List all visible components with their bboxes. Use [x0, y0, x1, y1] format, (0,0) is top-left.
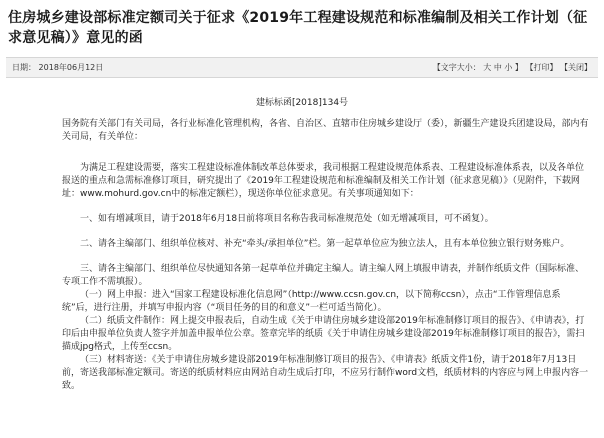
paragraph-intro: 为满足工程建设需要，落实工程建设标准体制改革总体要求，我司根据工程建设规范体系表、工程建设标准体系表，以及各单位报送的重点和急需标准修订项目，研究提出了《2019年工程建设规范和标准编制及相关工作计划（征求意见稿）》（见附件，下载网址：www.mohurd.gov.cn中的标准定额栏），现送你单位征求意见。有关事项通知如下： [62, 163, 585, 199]
date-value: 2018年06月12日 [38, 63, 104, 72]
document-number: 建标标函[2018]134号 [255, 98, 349, 108]
paragraph-item-3-1: （一）网上申报：进入“国家工程建设标准化信息网”（http://www.ccsn.gov.cn，以下简称ccsn），点击“工作管理信息系统”后，进行注册，并填写申报内容（“项目任务的目的和意义”一栏可适当简化）。 [62, 290, 561, 313]
font-medium-link[interactable]: 中 [493, 63, 502, 72]
date-label: 日期： [12, 63, 36, 72]
page-title: 住房城乡建设部标准定额司关于征求《2019年工程建设规范和标准编制及相关工作计划（征求意见稿）》意见的函 [8, 10, 588, 46]
addressee: 国务院有关部门有关司局，各行业标准化管理机构，各省、自治区、直辖市住房城乡建设厅（委），新疆生产建设兵团建设局，部内有关司局，有关单位： [62, 119, 589, 142]
font-size-close: 】 [514, 63, 523, 72]
close-link[interactable]: 【关闭】 [560, 63, 592, 72]
paragraph-item-1: 一、如有增减项目，请于2018年6月18日前将项目名称告我司标准规范处（如无增减项目，可不函复）。 [80, 214, 494, 224]
paragraph-item-2: 二、请各主编部门、组织单位核对、补充“牵头/承担单位”栏。第一起草单位应为独立法人，且有本单位独立银行财务账户。 [80, 239, 570, 249]
page-tools [433, 58, 592, 77]
date-info [12, 58, 103, 77]
font-size-label: 【文字大小： [432, 63, 481, 72]
paragraph-item-3: 三、请各主编部门、组织单位尽快通知各第一起草单位并确定主编人。请主编人网上填报申请表，并制作纸质文件（国际标准、专项工作不需填报）。 [62, 264, 585, 287]
paragraph-item-3-3: （三）材料寄送：《关于申请住房城乡建设部2019年标准制修订项目的报告》、《申请表》纸质文件1份，请于2018年7月13日前，寄送我部标准定额司。寄送的纸质材料应由网站自动生成后打印，不应另行制作word文档，纸质材料的内容应与网上申报内容一致。 [62, 355, 589, 391]
font-large-link[interactable]: 大 [483, 63, 492, 72]
print-link[interactable]: 【打印】 [525, 63, 558, 72]
paragraph-item-3-2: （二）纸质文件制作：网上提交申报表后，自动生成《关于申请住房城乡建设部2019年标准制修订项目的报告》、《申请表》，打印后由申报单位负责人签字并加盖申报单位公章。签章完毕的纸质《关于申请住房城乡建设部2019年标准制修订项目的报告》，需扫描成jpg格式，上传至ccsn。 [62, 316, 585, 352]
meta-bar [6, 57, 598, 78]
font-small-link[interactable]: 小 [504, 63, 513, 72]
document-body [62, 118, 590, 393]
